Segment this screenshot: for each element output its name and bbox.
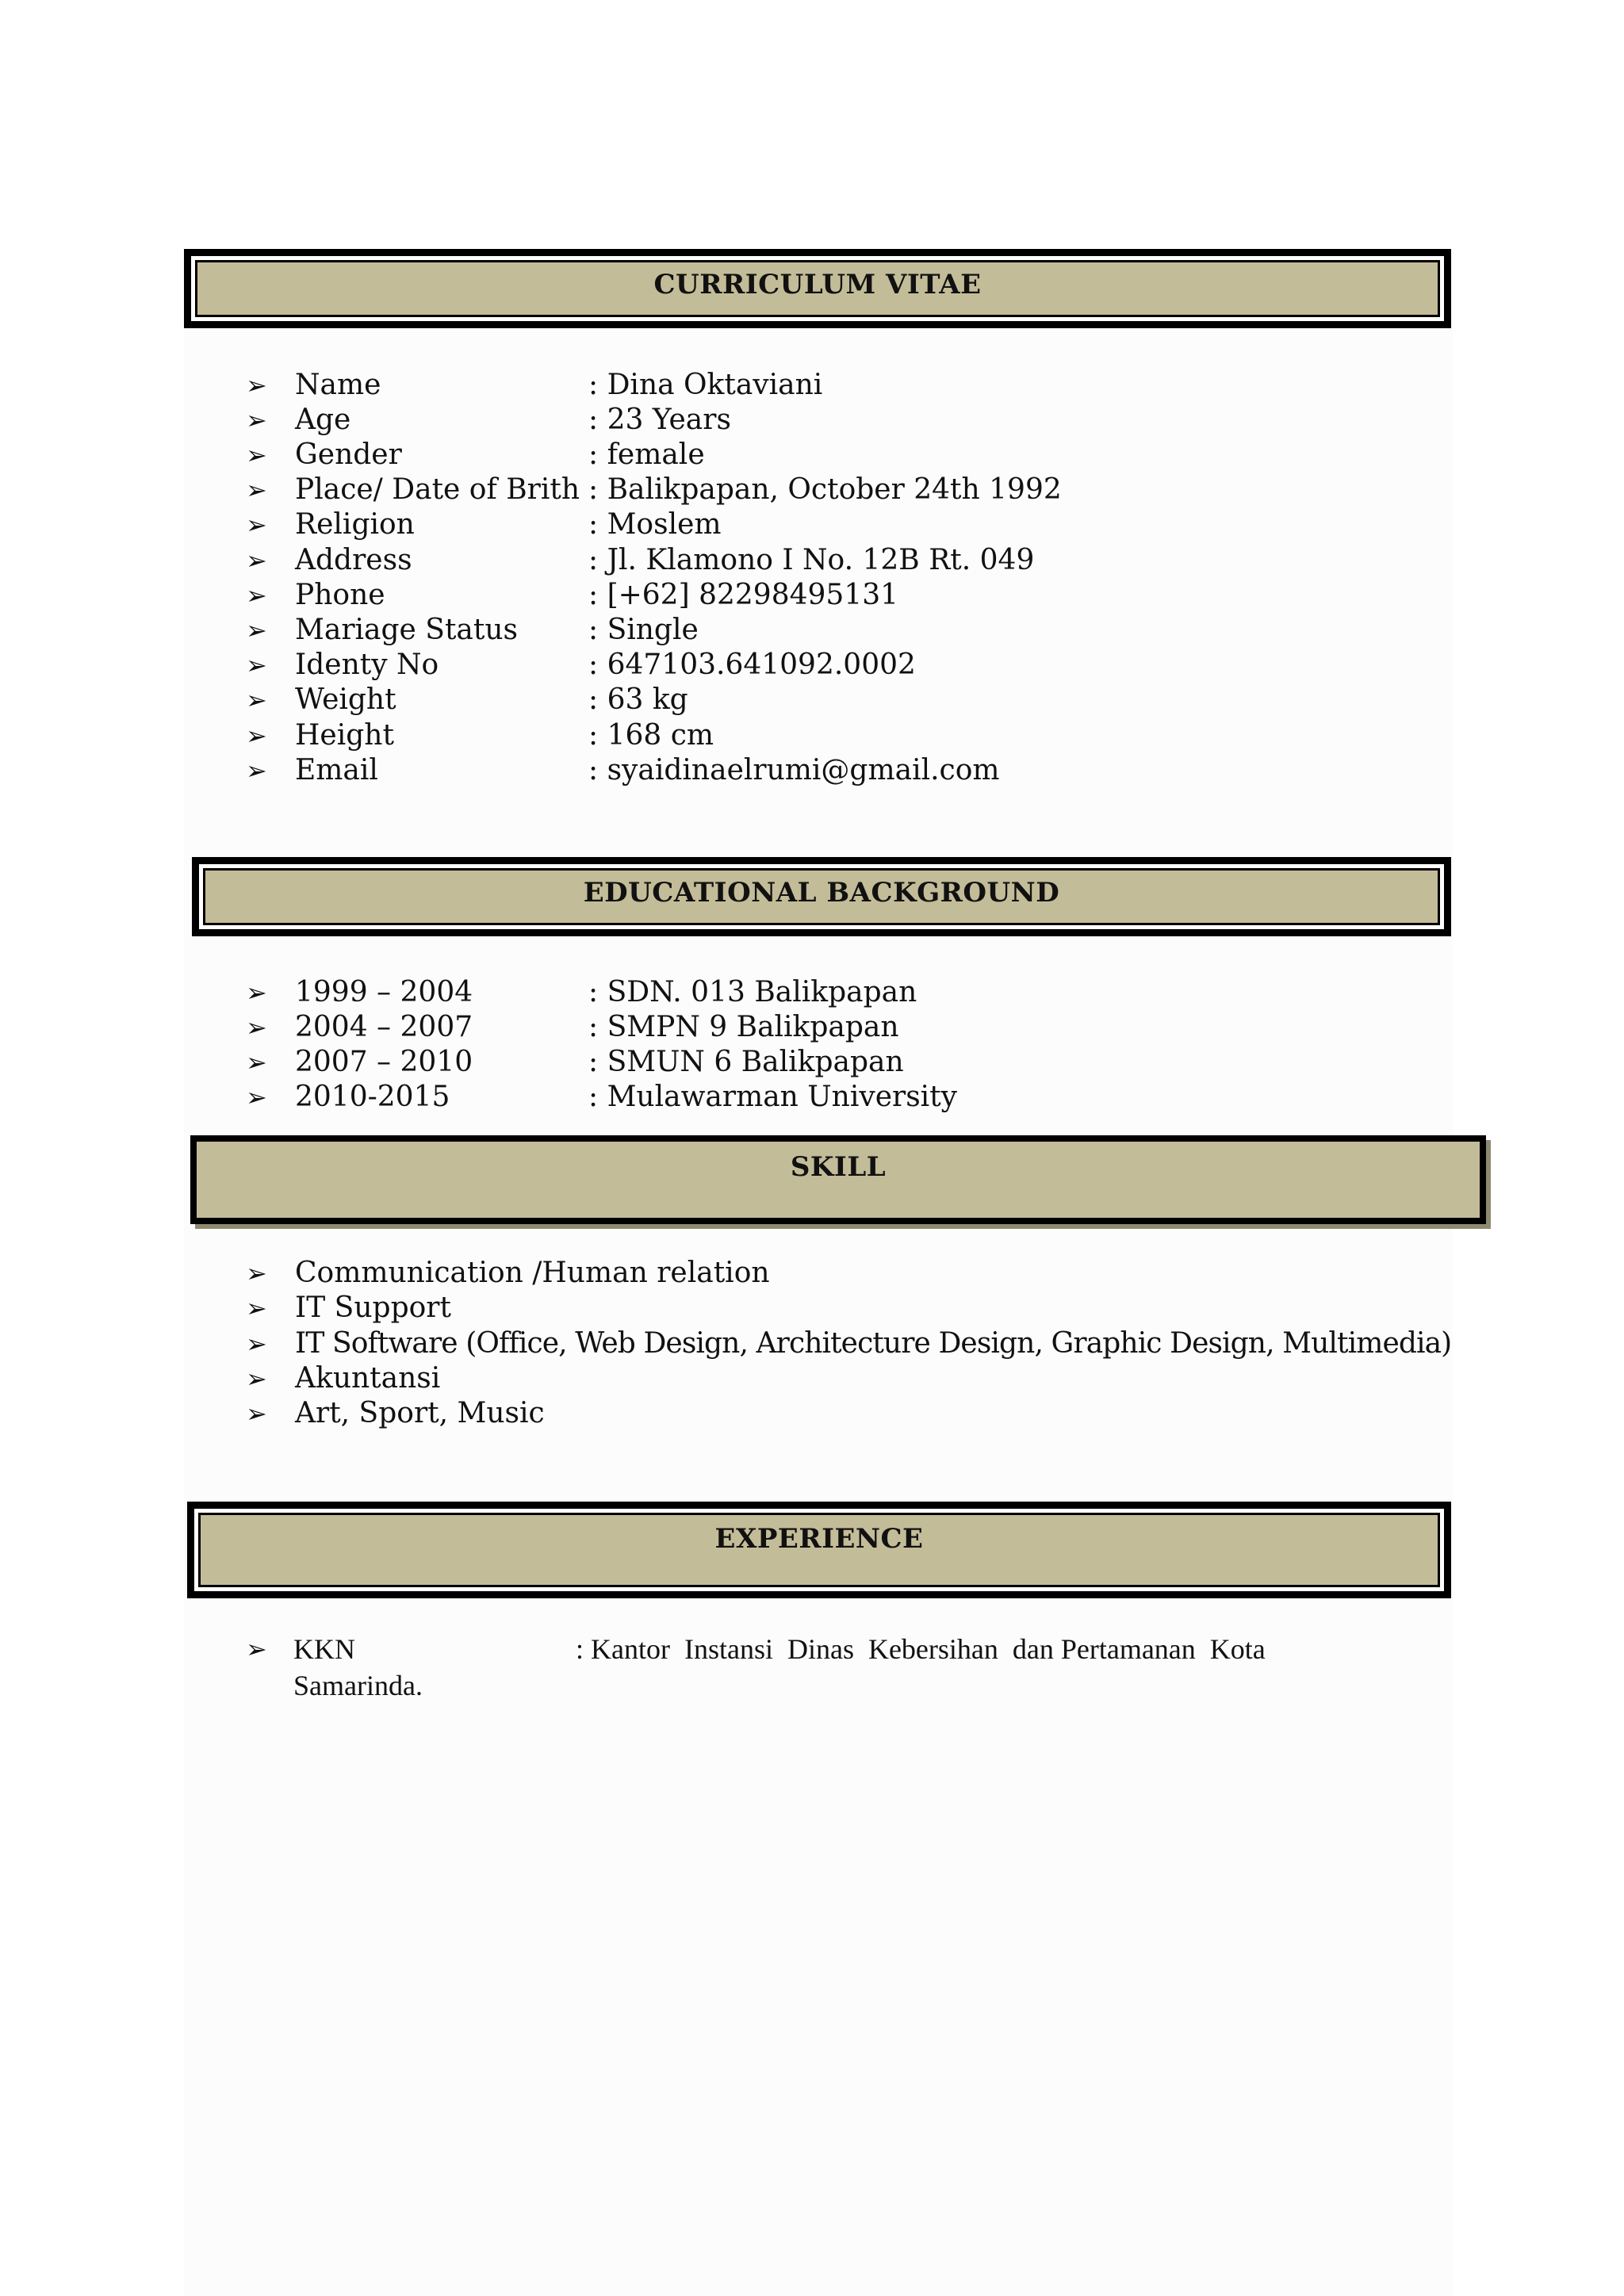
arrow-bullet-icon: ➢ [246,370,267,400]
education-years: 1999 – 2004 [295,976,473,1008]
arrow-bullet-icon: ➢ [246,1047,267,1077]
field-value: : 168 cm [588,719,714,752]
arrow-bullet-icon: ➢ [246,475,267,505]
arrow-bullet-icon: ➢ [246,1634,267,1664]
experience-title-banner [187,1502,1451,1598]
education-years: 2007 – 2010 [295,1046,473,1078]
arrow-bullet-icon: ➢ [246,1399,267,1429]
skill-title: SKILL [790,1151,887,1183]
field-value: : Jl. Klamono I No. 12B Rt. 049 [588,544,1035,576]
arrow-bullet-icon: ➢ [246,650,267,680]
skill-title-banner [190,1135,1486,1224]
skill-text: IT Software (Office, Web Design, Architecture Design, Graphic Design, Multimedia) [295,1327,1452,1360]
field-value: : 647103.641092.0002 [588,649,916,681]
field-label: Mariage Status [295,614,519,646]
education-school: : Mulawarman University [588,1081,957,1113]
skill-text: Art, Sport, Music [295,1397,545,1429]
arrow-bullet-icon: ➢ [246,615,267,645]
field-value: : Dina Oktaviani [588,369,823,401]
arrow-bullet-icon: ➢ [246,978,267,1008]
skill-text: Akuntansi [295,1362,441,1395]
field-label: Religion [295,508,415,541]
field-label: Height [295,719,394,752]
field-label: Weight [295,683,396,716]
education-school: : SMUN 6 Balikpapan [588,1046,904,1078]
arrow-bullet-icon: ➢ [246,510,267,540]
skill-text: Communication /Human relation [295,1257,770,1289]
arrow-bullet-icon: ➢ [246,721,267,751]
field-value: : Single [588,614,699,646]
education-title: EDUCATIONAL BACKGROUND [583,877,1060,909]
experience-title: EXPERIENCE [714,1523,924,1555]
education-years: 2010-2015 [295,1081,450,1113]
experience-label: KKN [293,1633,355,1665]
education-years: 2004 – 2007 [295,1011,473,1043]
field-label: Email [295,754,378,786]
cv-title: CURRICULUM VITAE [653,269,982,300]
field-value: : female [588,438,705,471]
arrow-bullet-icon: ➢ [246,1329,267,1359]
experience-value: : Kantor Instansi Dinas Kebersihan dan Pertamanan Kota [576,1633,1266,1665]
arrow-bullet-icon: ➢ [246,545,267,576]
arrow-bullet-icon: ➢ [246,1364,267,1394]
education-school: : SMPN 9 Balikpapan [588,1011,899,1043]
field-label: Gender [295,438,402,471]
field-label: Phone [295,579,385,611]
education-school: : SDN. 013 Balikpapan [588,976,917,1008]
field-label: Address [295,544,412,576]
arrow-bullet-icon: ➢ [246,580,267,610]
field-label: Name [295,369,381,401]
field-value: : Balikpapan, October 24th 1992 [588,473,1062,506]
field-value: : syaidinaelrumi@gmail.com [588,754,1000,786]
field-label: Identy No [295,649,439,681]
field-value: : Moslem [588,508,722,541]
field-value: : [+62] 82298495131 [588,579,899,611]
arrow-bullet-icon: ➢ [246,405,267,435]
arrow-bullet-icon: ➢ [246,756,267,786]
education-title-banner [192,857,1451,936]
arrow-bullet-icon: ➢ [246,440,267,470]
skill-text: IT Support [295,1292,451,1324]
field-value: : 23 Years [588,404,731,436]
field-label: Place/ Date of Brith [295,473,580,506]
arrow-bullet-icon: ➢ [246,1082,267,1112]
field-label: Age [295,404,351,436]
arrow-bullet-icon: ➢ [246,1258,267,1288]
arrow-bullet-icon: ➢ [246,1012,267,1043]
arrow-bullet-icon: ➢ [246,685,267,715]
field-value: : 63 kg [588,683,688,716]
arrow-bullet-icon: ➢ [246,1293,267,1323]
cv-title-banner [184,249,1451,328]
experience-continuation: Samarinda. [293,1670,423,1701]
